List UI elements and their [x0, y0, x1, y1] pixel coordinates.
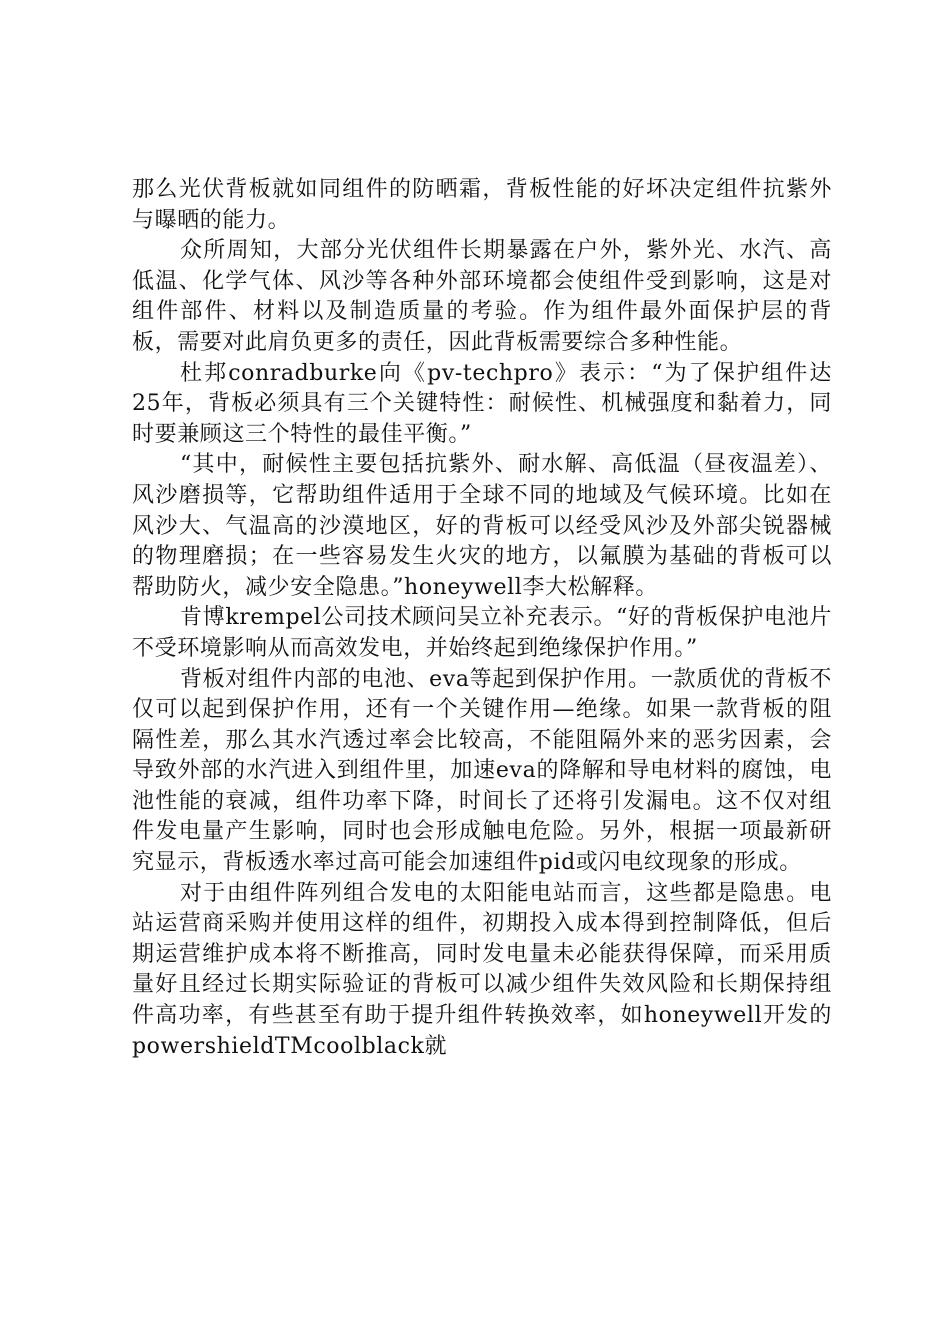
paragraph-1: 那么光伏背板就如同组件的防晒霜，背板性能的好坏决定组件抗紫外与曝晒的能力。 — [132, 177, 832, 233]
paragraph-3: 杜邦conradburke向《pv-techpro》表示：“为了保护组件达25年，背板必须具有三个关键特性：耐候性、机械强度和黏着力，同时要兼顾这三个特性的最佳平衡。” — [132, 360, 832, 447]
document-body — [132, 175, 832, 1062]
paragraph-2: 众所周知，大部分光伏组件长期暴露在户外，紫外光、水汽、高低温、化学气体、风沙等各种外部环境都会使组件受到影响，这是对组件部件、材料以及制造质量的考验。作为组件最外面保护层的背板，需要对此肩负更多的责任，因此背板需要综合多种性能。 — [132, 238, 832, 355]
paragraph-6: 背板对组件内部的电池、eva等起到保护作用。一款质优的背板不仅可以起到保护作用，还有一个关键作用—绝缘。如果一款背板的阻隔性差，那么其水汽透过率会比较高，不能阻隔外来的恶劣因素，会导致外部的水汽进入到组件里，加速eva的降解和导电材料的腐蚀，电池性能的衰减，组件功率下降，时间长了还将引发漏电。这不仅对组件发电量产生影响，同时也会形成触电危险。另外，根据一项最新研究显示，背板透水率过高可能会加速组件pid或闪电纹现象的形成。 — [132, 666, 832, 876]
paragraph-7: 对于由组件阵列组合发电的太阳能电站而言，这些都是隐患。电站运营商采购并使用这样的组件，初期投入成本得到控制降低，但后期运营维护成本将不断推高，同时发电量未必能获得保障，而采用质量好且经过长期实际验证的背板可以减少组件失效风险和长期保持组件高功率，有些甚至有助于提升组件转换效率，如honeywell开发的powershieldTMcoolblack就 — [132, 880, 832, 1059]
paragraph-4: “其中，耐候性主要包括抗紫外、耐水解、高低温（昼夜温差）、风沙磨损等，它帮助组件适用于全球不同的地域及气候环境。比如在风沙大、气温高的沙漠地区，好的背板可以经受风沙及外部尖锐器械的物理磨损；在一些容易发生火灾的地方，以氟膜为基础的背板可以帮助防火，减少安全隐患。”honeywell李大松解释。 — [132, 452, 832, 600]
paragraph-5: 肯博krempel公司技术顾问吴立补充表示。“好的背板保护电池片不受环境影响从而高效发电，并始终起到绝缘保护作用。” — [132, 605, 832, 661]
